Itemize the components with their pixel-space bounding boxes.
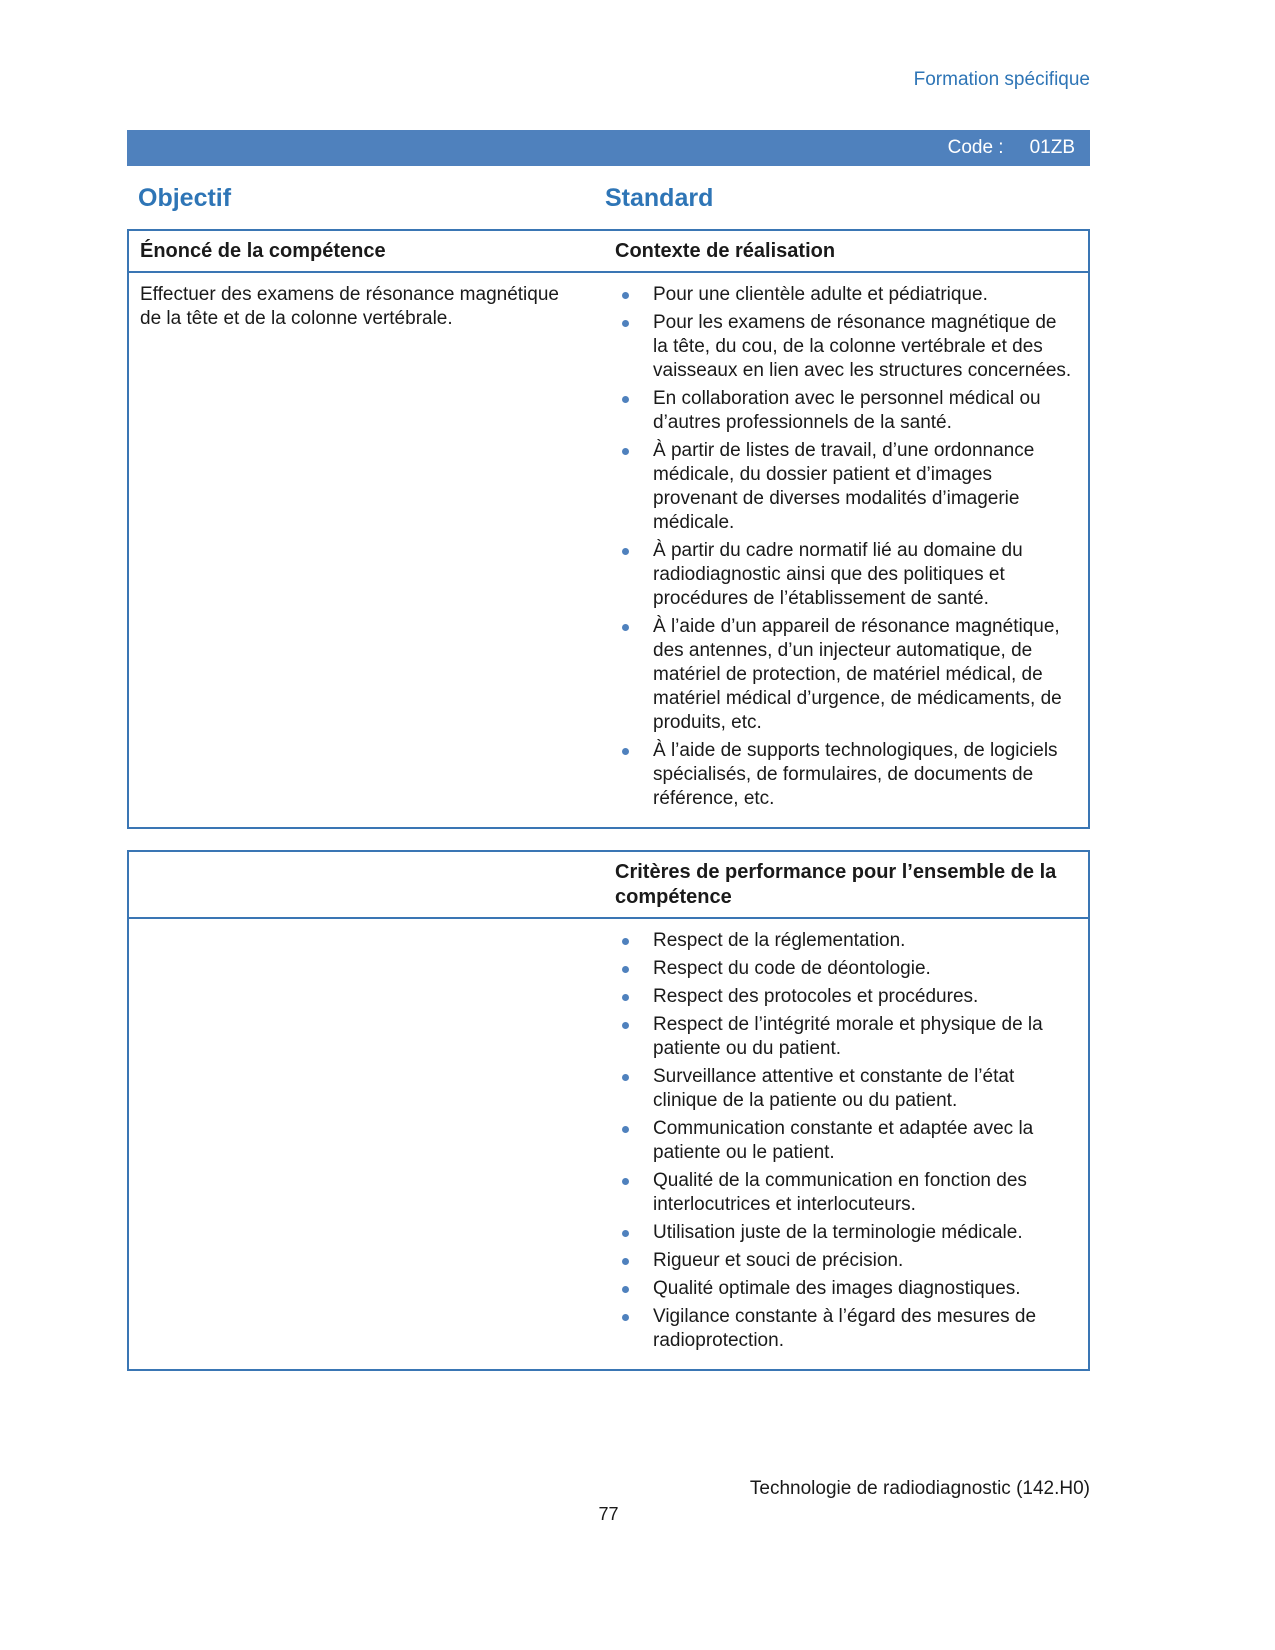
enonce-header: Énoncé de la compétence	[140, 240, 386, 262]
bullet-icon	[622, 994, 629, 1001]
standard-heading: Standard	[605, 184, 714, 212]
criteria-table	[127, 850, 1090, 1371]
list-item-text: À l’aide d’un appareil de résonance magnétique, des antennes, d’un injecteur automatique, de matériel de protection, de matériel médical, de matériel médical d’urgence, de médicaments, de produits, etc.	[653, 616, 1062, 733]
list-item-text: En collaboration avec le personnel médical ou d’autres professionnels de la santé.	[653, 388, 1041, 433]
bullet-icon	[622, 966, 629, 973]
content-column	[127, 68, 1090, 1371]
bullet-icon	[622, 938, 629, 945]
competence-table	[127, 229, 1090, 829]
list-item-text: Rigueur et souci de précision.	[653, 1250, 904, 1271]
list-item-text: Pour une clientèle adulte et pédiatrique.	[653, 284, 988, 305]
list-item-text: Respect de la réglementation.	[653, 930, 906, 951]
list-item	[615, 929, 1076, 953]
bullet-icon	[622, 292, 629, 299]
column-headings	[127, 183, 1090, 213]
competence-table-header	[129, 231, 1088, 273]
bullet-icon	[622, 320, 629, 327]
list-item	[615, 1065, 1076, 1113]
list-item-text: À partir de listes de travail, d’une ordonnance médicale, du dossier patient et d’images provenant de diverses modalités d’imagerie médicale.	[653, 440, 1035, 533]
bullet-icon	[622, 1178, 629, 1185]
bullet-icon	[622, 1258, 629, 1265]
criteria-header-left-empty	[129, 860, 615, 910]
objectif-heading: Objectif	[138, 184, 232, 212]
code-banner	[127, 130, 1090, 166]
list-item	[615, 1117, 1076, 1165]
list-item-text: À partir du cadre normatif lié au domaine du radiodiagnostic ainsi que des politiques et procédures de l’établissement de santé.	[653, 540, 1023, 609]
competence-table-body	[129, 273, 1088, 827]
bullet-icon	[622, 1286, 629, 1293]
list-item	[615, 1249, 1076, 1273]
list-item	[615, 1169, 1076, 1217]
criteria-cell	[615, 929, 1088, 1353]
code-value: 01ZB	[1029, 137, 1075, 158]
list-item	[615, 957, 1076, 981]
list-item	[615, 387, 1076, 435]
criteria-header: Critères de performance pour l’ensemble de la compétence	[615, 861, 1057, 908]
bullet-icon	[622, 396, 629, 403]
competence-statement: Effectuer des examens de résonance magnétique de la tête et de la colonne vertébrale.	[140, 284, 559, 329]
list-item-text: Vigilance constante à l’égard des mesures de radioprotection.	[653, 1306, 1037, 1351]
list-item	[615, 439, 1076, 535]
list-item-text: Respect de l’intégrité morale et physique de la patiente ou du patient.	[653, 1014, 1043, 1059]
list-item	[615, 985, 1076, 1009]
list-item	[615, 1305, 1076, 1353]
list-item-text: Utilisation juste de la terminologie médicale.	[653, 1222, 1023, 1243]
list-item-text: À l’aide de supports technologiques, de logiciels spécialisés, de formulaires, de documents de référence, etc.	[653, 740, 1058, 809]
criteria-list	[615, 929, 1076, 1353]
list-item-text: Respect des protocoles et procédures.	[653, 986, 979, 1007]
list-item-text: Surveillance attentive et constante de l’état clinique de la patiente ou du patient.	[653, 1066, 1015, 1111]
bullet-icon	[622, 1230, 629, 1237]
bullet-icon	[622, 1126, 629, 1133]
list-item	[615, 1221, 1076, 1245]
section-header: Formation spécifique	[913, 69, 1090, 90]
contexte-header: Contexte de réalisation	[615, 240, 836, 262]
list-item	[615, 615, 1076, 735]
bullet-icon	[622, 548, 629, 555]
bullet-icon	[622, 1314, 629, 1321]
list-item-text: Qualité optimale des images diagnostiques.	[653, 1278, 1021, 1299]
criteria-left-empty	[129, 929, 615, 1353]
code-label: Code :	[947, 137, 1004, 158]
list-item-text: Qualité de la communication en fonction des interlocutrices et interlocuteurs.	[653, 1170, 1027, 1215]
list-item	[615, 539, 1076, 611]
bullet-icon	[622, 748, 629, 755]
bullet-icon	[622, 1074, 629, 1081]
list-item	[615, 311, 1076, 383]
bullet-icon	[622, 624, 629, 631]
page-number: 77	[598, 1504, 619, 1524]
list-item	[615, 739, 1076, 811]
contexte-cell	[615, 283, 1088, 811]
list-item-text: Pour les examens de résonance magnétique de la tête, du cou, de la colonne vertébrale et des vaisseaux en lien avec les structures concernées.	[653, 312, 1072, 381]
contexte-list	[615, 283, 1076, 811]
list-item-text: Respect du code de déontologie.	[653, 958, 931, 979]
bullet-icon	[622, 448, 629, 455]
bullet-icon	[622, 1022, 629, 1029]
list-item	[615, 283, 1076, 307]
list-item	[615, 1277, 1076, 1301]
list-item-text: Communication constante et adaptée avec la patiente ou le patient.	[653, 1118, 1034, 1163]
criteria-table-header	[129, 852, 1088, 919]
list-item	[615, 1013, 1076, 1061]
criteria-table-body	[129, 919, 1088, 1369]
footer-program: Technologie de radiodiagnostic (142.H0)	[749, 1478, 1090, 1499]
